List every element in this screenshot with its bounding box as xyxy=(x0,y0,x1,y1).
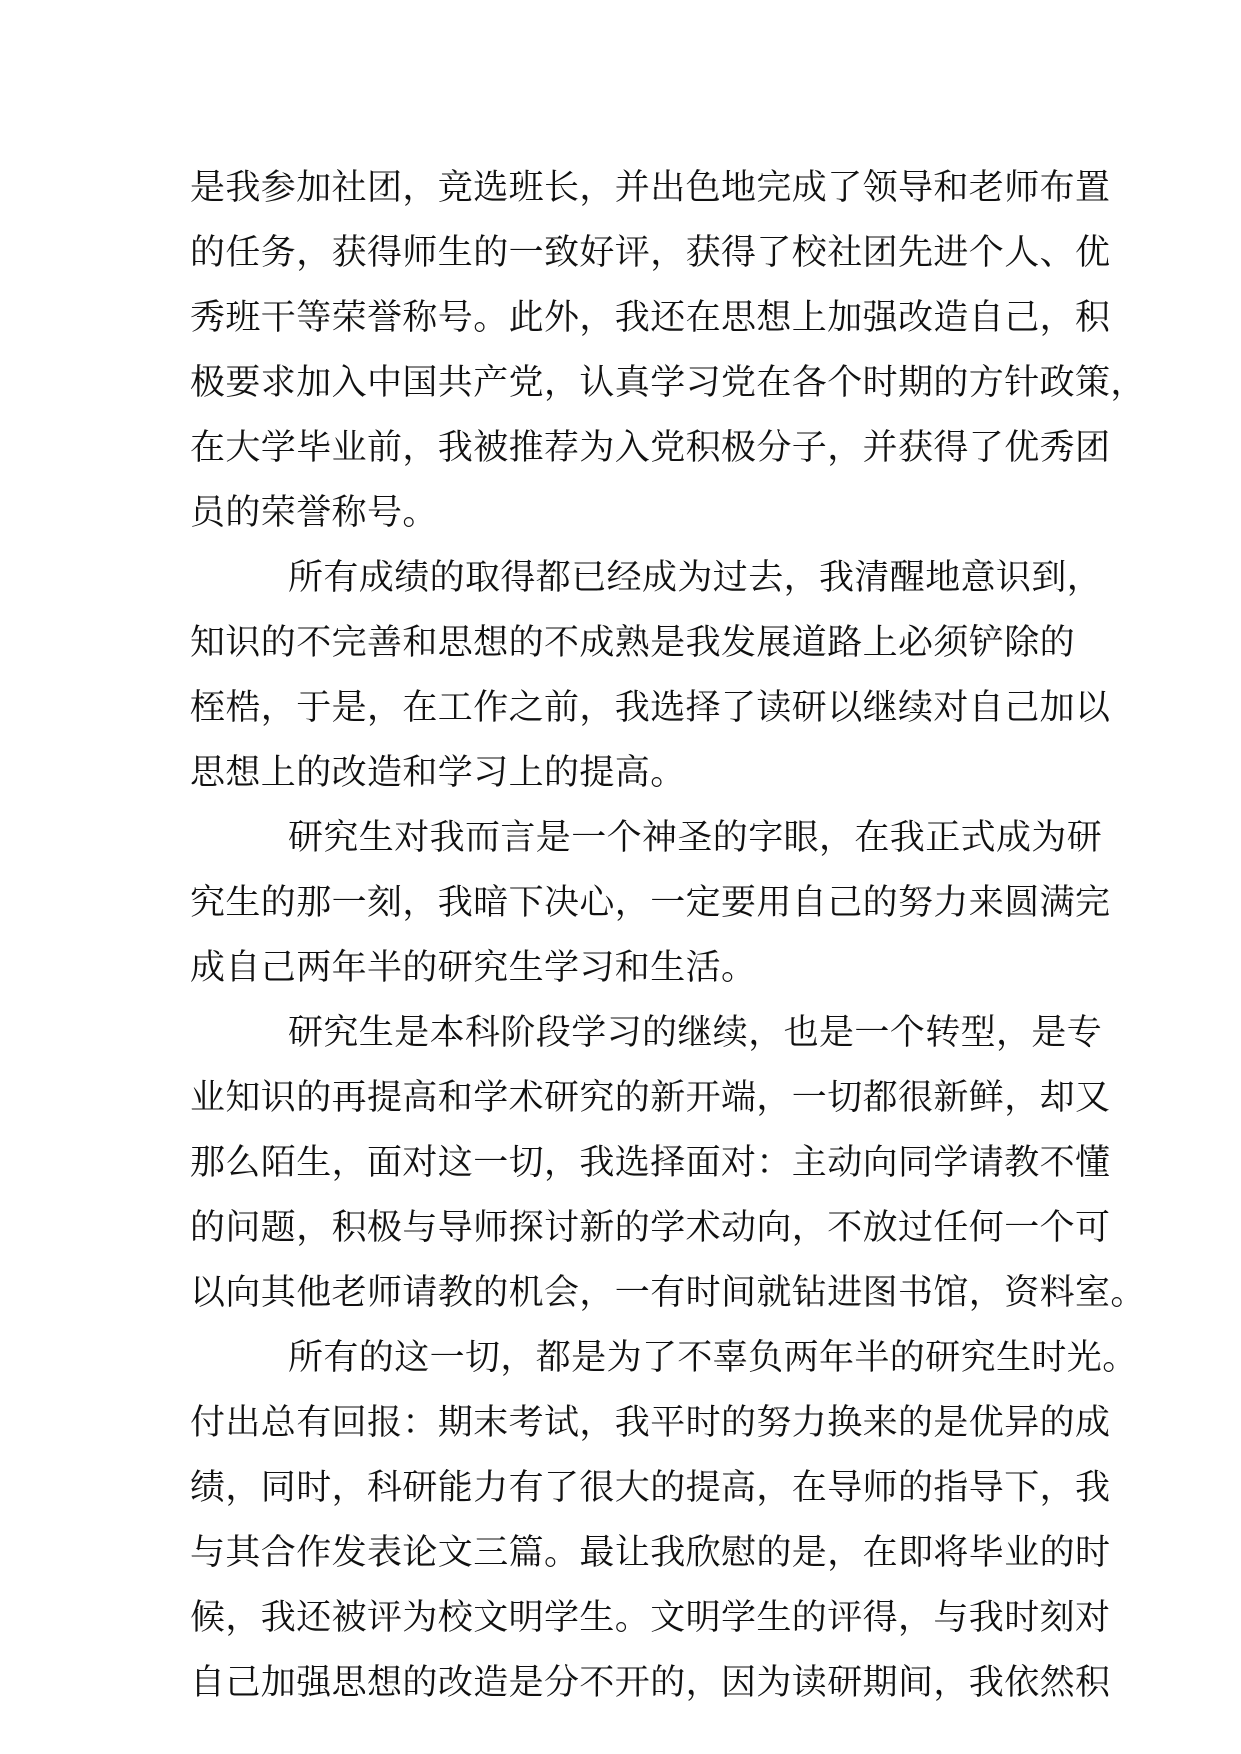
text-line: 员的荣誉称号。 xyxy=(190,493,438,533)
text-line: 那么陌生，面对这一切，我选择面对：主动向同学请教不懂 xyxy=(190,1143,1111,1183)
text-line: 付出总有回报：期末考试，我平时的努力换来的是优异的成 xyxy=(190,1403,1111,1443)
paragraph-first-line: 所有成绩的取得都已经成为过去，我清醒地意识到， xyxy=(288,558,1103,598)
text-line: 业知识的再提高和学术研究的新开端，一切都很新鲜，却又 xyxy=(190,1078,1111,1118)
text-line: 与其合作发表论文三篇。最让我欣慰的是，在即将毕业的时 xyxy=(190,1533,1111,1573)
text-line: 自己加强思想的改造是分不开的，因为读研期间，我依然积 xyxy=(190,1663,1111,1703)
text-line: 思想上的改造和学习上的提高。 xyxy=(190,753,686,793)
text-line: 的问题，积极与导师探讨新的学术动向，不放过任何一个可 xyxy=(190,1208,1111,1248)
text-line: 究生的那一刻，我暗下决心，一定要用自己的努力来圆满完 xyxy=(190,883,1111,923)
text-line: 以向其他老师请教的机会，一有时间就钻进图书馆，资料室。 xyxy=(190,1273,1146,1313)
text-line: 候，我还被评为校文明学生。文明学生的评得，与我时刻对 xyxy=(190,1598,1111,1638)
text-line: 桎梏，于是，在工作之前，我选择了读研以继续对自己加以 xyxy=(190,688,1111,728)
paragraph-first-line: 研究生对我而言是一个神圣的字眼，在我正式成为研 xyxy=(288,818,1103,858)
text-line: 秀班干等荣誉称号。此外，我还在思想上加强改造自己，积 xyxy=(190,298,1111,338)
paragraph-first-line: 研究生是本科阶段学习的继续，也是一个转型，是专 xyxy=(288,1013,1103,1053)
paragraph-first-line: 所有的这一切，都是为了不辜负两年半的研究生时光。 xyxy=(288,1338,1138,1378)
text-line: 在大学毕业前，我被推荐为入党积极分子，并获得了优秀团 xyxy=(190,428,1111,468)
document-page xyxy=(190,156,1146,1716)
text-line: 成自己两年半的研究生学习和生活。 xyxy=(190,948,757,988)
text-line: 极要求加入中国共产党，认真学习党在各个时期的方针政策， xyxy=(190,363,1146,403)
text-line: 知识的不完善和思想的不成熟是我发展道路上必须铲除的 xyxy=(190,623,1076,663)
text-line: 绩，同时，科研能力有了很大的提高，在导师的指导下，我 xyxy=(190,1468,1111,1508)
text-line: 是我参加社团，竞选班长，并出色地完成了领导和老师布置 xyxy=(190,168,1111,208)
text-line: 的任务，获得师生的一致好评，获得了校社团先进个人、优 xyxy=(190,233,1111,273)
